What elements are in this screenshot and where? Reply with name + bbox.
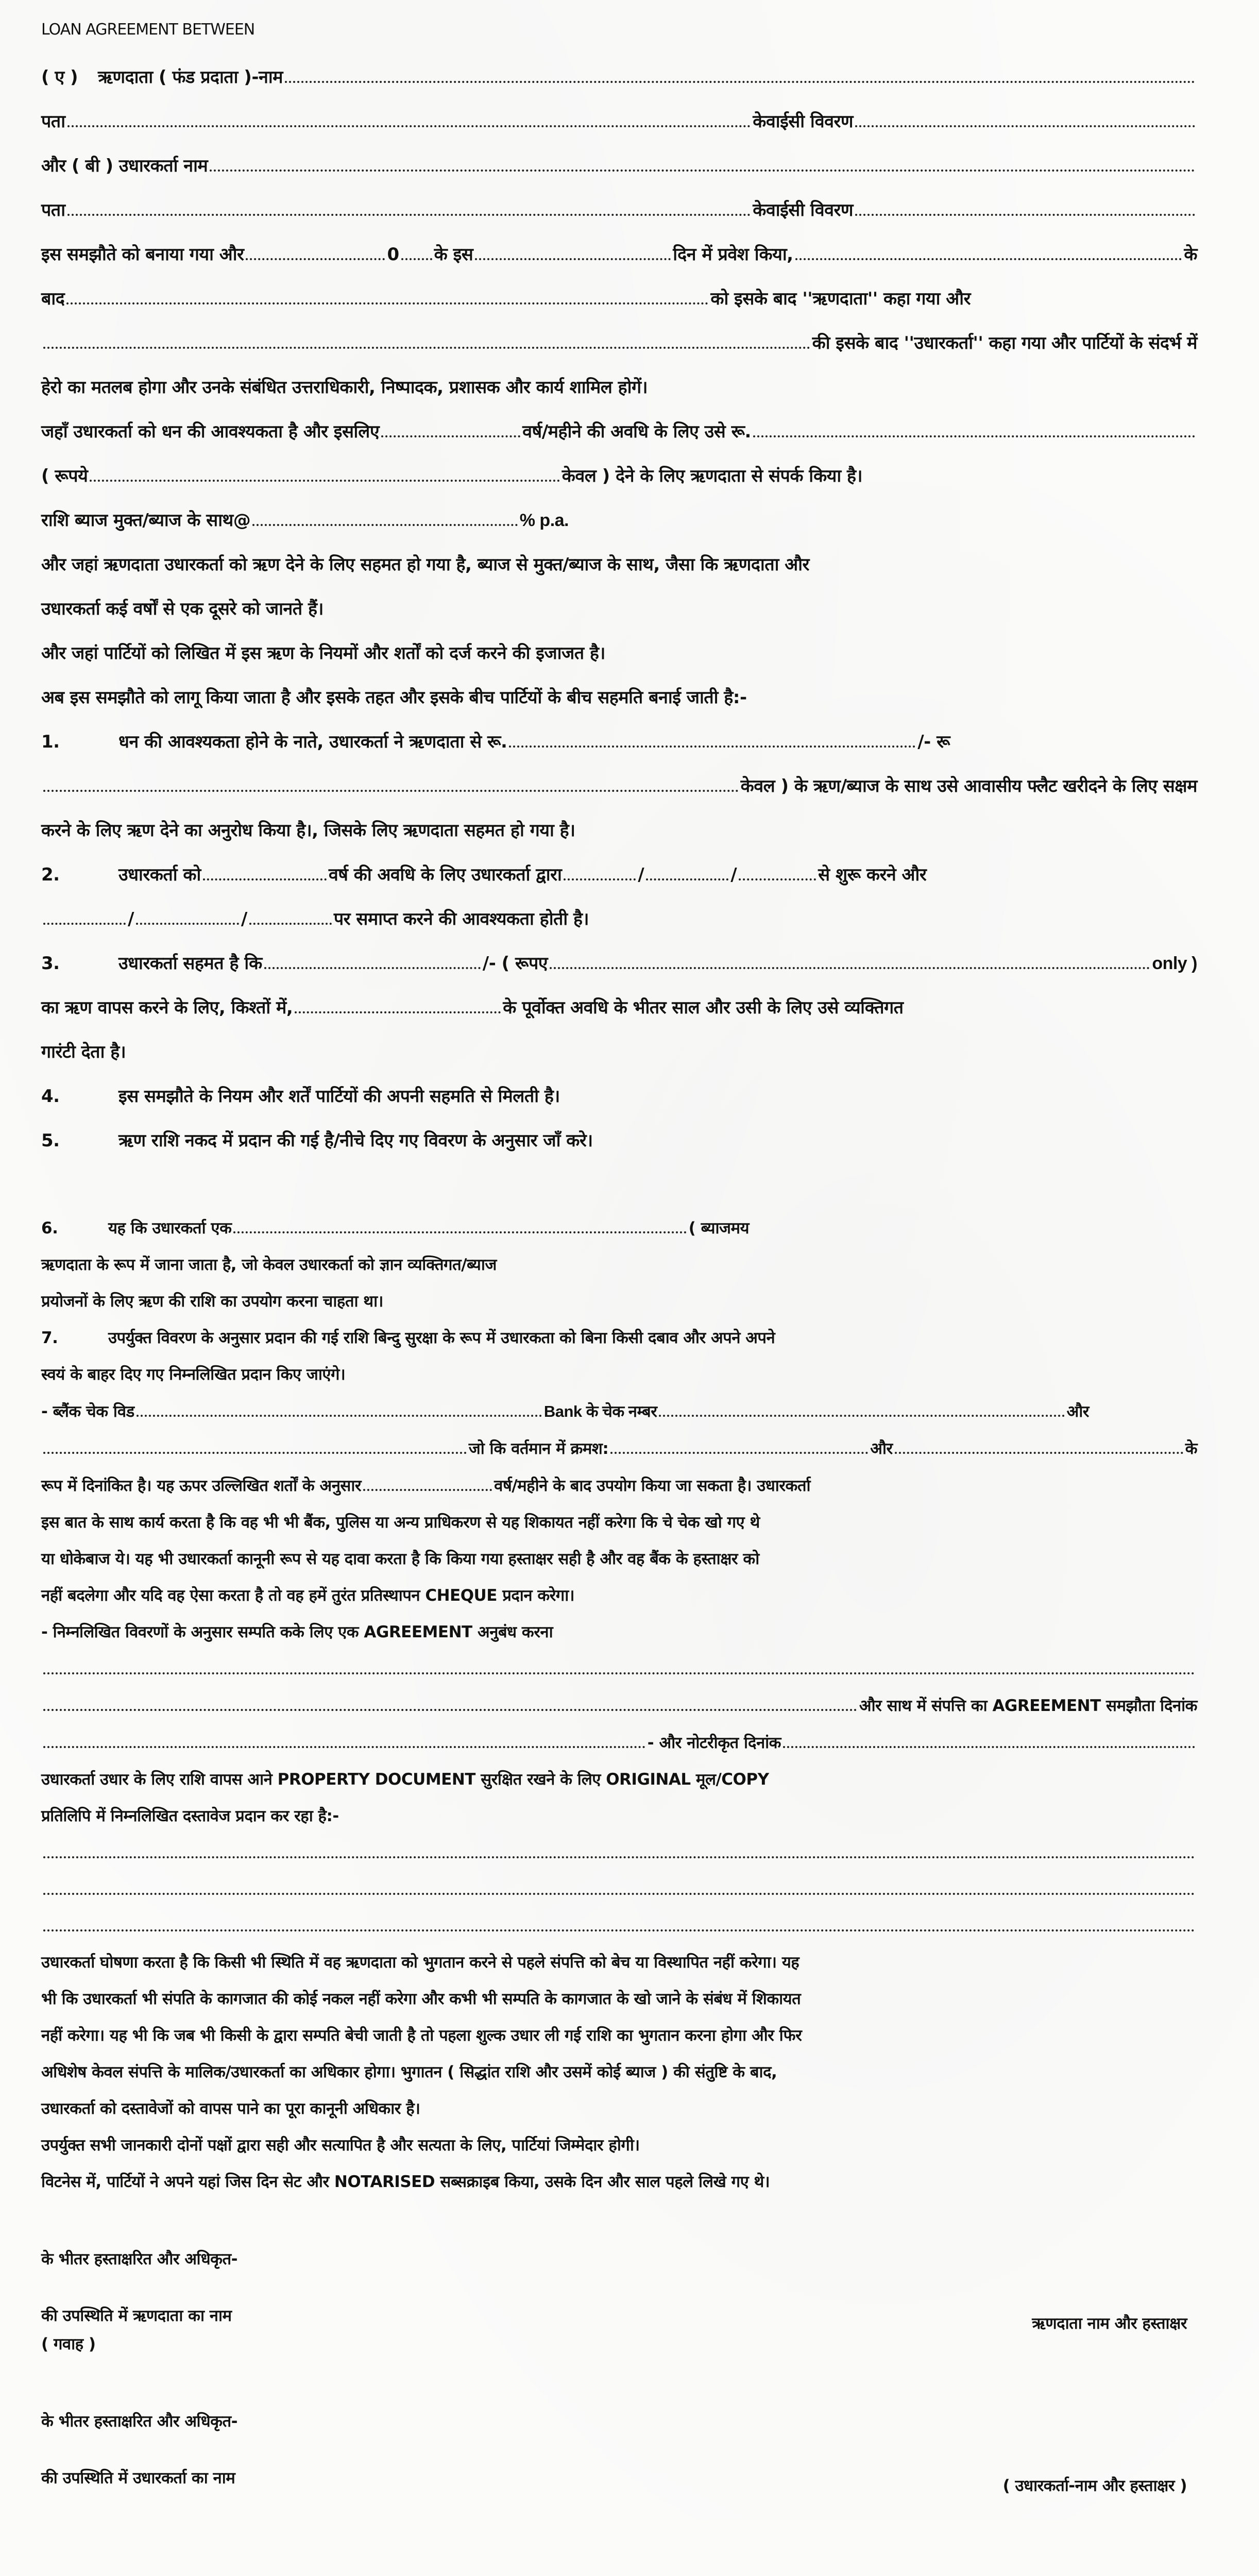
clause-4	[41, 1085, 1197, 1108]
declaration-text: नहीं करेगा। यह भी कि जब भी किसी के द्वारा सम्पति बेची जाती है तो पहला शुल्क उधार ली गई राशि का भुगतान करना होगा और फिर	[41, 2026, 802, 2045]
date-separator: /	[241, 909, 247, 929]
term-years-field[interactable]	[203, 864, 327, 880]
clause-7	[41, 1327, 1197, 1349]
preamble-text: के इस	[434, 244, 473, 265]
end-year-field[interactable]	[249, 908, 332, 925]
clause-5	[41, 1129, 1197, 1152]
need-row	[41, 420, 1197, 443]
borrower-ref-field[interactable]	[43, 332, 810, 349]
clause-text: इस समझौते के नियम और शर्तें पार्टियों की अपनी सहमति से मिलती है।	[118, 1086, 560, 1107]
witness-label: ( गवाह )	[41, 2335, 96, 2353]
lender-name-field[interactable]	[285, 66, 1195, 83]
borrower-name-field[interactable]	[210, 155, 1195, 172]
agreement-details-2-field[interactable]	[43, 1694, 857, 1711]
clause-number: 6.	[41, 1219, 58, 1238]
preamble-text: इस समझौते को बनाया गया और	[41, 244, 244, 265]
document-line-3	[41, 1915, 1197, 1937]
clause-2-row-2	[41, 908, 1197, 930]
preamble-text: दिन में प्रवेश किया,	[673, 244, 793, 265]
now-therefore: अब इस समझौते को लागू किया जाता है और इसके तहत और इसके बीच पार्टियों के बीच सहमति बनाई जाती है:-	[41, 687, 747, 708]
borrower-kyc-field[interactable]	[855, 199, 1195, 216]
preamble-text: की इसके बाद ''उधारकर्ता'' कहा गया और पार्टियों के संदर्भ में	[812, 333, 1197, 353]
borrower-address-field[interactable]	[67, 199, 751, 216]
preamble-text: ( रूपये	[41, 466, 88, 486]
clause-3-row	[41, 952, 1197, 975]
borrower-name-label: और ( बी ) उधारकर्ता नाम	[41, 156, 208, 176]
cheque-row	[41, 1400, 1089, 1422]
lender-kyc-field[interactable]	[855, 111, 1195, 127]
cheque-bank-field[interactable]	[137, 1400, 542, 1417]
clause-text: पर समाप्त करने की आवश्यकता होती है।	[333, 909, 589, 929]
interest-row	[41, 509, 569, 532]
repay-amount-field[interactable]	[264, 953, 481, 969]
lender-signature-row	[41, 2305, 1197, 2333]
clause-7-text: या धोकेबाज ये। यह भी उधारकर्ता कानूनी रूप से यह दावा करता है कि किया गया हस्ताक्षर सही है और वह बैंक के हस्ताक्षर को	[41, 1550, 759, 1568]
clause-number: 2.	[41, 865, 60, 885]
lender-type-field[interactable]	[233, 1217, 686, 1233]
interest-rate-field[interactable]	[252, 510, 517, 526]
clause-6-text: प्रयोजनों के लिए ऋण की राशि का उपयोग करना चाहता था।	[41, 1292, 383, 1311]
date-separator: /	[128, 909, 134, 929]
clause-text: रूप में दिनांकित है। यह ऊपर उल्लिखित शर्तों के अनुसार	[41, 1477, 362, 1495]
start-year-field[interactable]	[739, 864, 816, 880]
clause-text: से शुरू करने और	[818, 865, 927, 885]
clause-text: - और नोटरीकृत दिनांक	[647, 1734, 781, 1752]
documents-text: प्रतिलिपि में निम्नलिखित दस्तावेज प्रदान कर रहा है:-	[41, 1807, 339, 1825]
date-separator: /	[730, 865, 737, 885]
agreement-year-suffix-field[interactable]	[401, 244, 432, 260]
clause-text: उधारकर्ता को	[118, 865, 201, 885]
clause-2-row	[41, 863, 1197, 886]
clause-text: /- रू	[917, 732, 950, 752]
party-a-prefix: ( ए )	[41, 67, 78, 88]
whereas-1b: उधारकर्ता कई वर्षों से एक दूसरे को जानते हैं।	[41, 599, 324, 619]
clause-6-text: ऋणदाता के रूप में जाना जाता है, जो केवल उधारकर्ता को ज्ञान व्यक्तिगत/ब्याज	[41, 1256, 497, 1274]
clause-text: उपर्युक्त विवरण के अनुसार प्रदान की गई राशि बिन्दु सुरक्षा के रूप में उधारकता को बिना किसी दबाव और अपने अपने	[108, 1329, 775, 1347]
declaration-text: उधारकर्ता को दस्तावेजों को वापस पाने का पूरा कानूनी अधिकार है।	[41, 2099, 420, 2118]
clause-text: वर्ष/महीने के बाद उपयोग किया जा सकता है। उधारकर्ता	[494, 1477, 811, 1495]
borrower-signature-label: ( उधारकर्ता-नाम और हस्ताक्षर )	[1002, 2477, 1187, 2495]
repay-amount-words-field[interactable]	[550, 953, 1150, 969]
signed-label: के भीतर हस्ताक्षरित और अधिकृत-	[41, 2250, 237, 2268]
clause-3-text: गारंटी देता है।	[41, 1042, 126, 1062]
clause-text: के	[1185, 1439, 1197, 1458]
preamble-text: राशि ब्याज मुक्त/ब्याज के साथ@	[41, 510, 251, 531]
clause-1-row	[41, 731, 950, 753]
cheque-date-1-field[interactable]	[610, 1437, 868, 1454]
borrower-address-label: पता	[41, 200, 65, 221]
period-field[interactable]	[381, 421, 520, 437]
document-field[interactable]	[43, 1878, 1195, 1895]
agreement-year-field[interactable]	[246, 244, 385, 260]
clause-text: only )	[1152, 954, 1197, 973]
declaration-text: भी कि उधारकर्ता भी संपति के कागजात की कोई नकल नहीं करेगा और कभी भी सम्पति के कागजात के खो जाने के संबंध में शिकायत	[41, 1990, 801, 2008]
clause-text: उधारकर्ता सहमत है कि	[118, 953, 262, 974]
loan-amount-words-field[interactable]	[43, 775, 739, 792]
clause-7-text: नहीं बदलेगा और यदि वह ऐसा करता है तो वह हमें तुरंत प्रतिस्थापन CHEQUE प्रदान करेगा।	[41, 1586, 575, 1605]
preamble-zero: 0	[387, 244, 399, 265]
agreement-blank-row	[41, 1658, 1197, 1680]
lender-ref-field[interactable]	[66, 288, 708, 304]
clause-text: और	[870, 1439, 893, 1458]
borrower-name-row	[41, 155, 1197, 177]
preamble-text: को इसके बाद ''ऋणदाता'' कहा गया और	[710, 289, 971, 309]
clause-number: 7.	[41, 1329, 58, 1347]
end-month-field[interactable]	[136, 908, 239, 925]
borrower-presence-label: की उपस्थिति में उधारकर्ता का नाम	[41, 2469, 235, 2487]
notarized-date-field[interactable]	[783, 1732, 1195, 1748]
clause-text: वर्ष की अवधि के लिए उधारकर्ता द्वारा	[328, 865, 562, 885]
preamble-text: बाद	[41, 289, 65, 309]
clause-3-row-2	[41, 996, 1197, 1019]
document-field[interactable]	[43, 1915, 1195, 1931]
installments-field[interactable]	[295, 997, 501, 1013]
lender-name-label: ऋणदाता ( फंड प्रदाता )-नाम	[98, 67, 283, 88]
cheque-date-2-field[interactable]	[895, 1437, 1183, 1454]
clause-text: और साथ में संपत्ति का AGREEMENT समझौता दिनांक	[859, 1697, 1197, 1715]
signed-label: के भीतर हस्ताक्षरित और अधिकृत-	[41, 2412, 237, 2431]
whereas-2: और जहां पार्टियों को लिखित में इस ऋण के नियमों और शर्तों को दर्ज करने की इजाजत है।	[41, 643, 605, 664]
amount-words-field[interactable]	[90, 465, 559, 482]
lender-address-row	[41, 110, 1197, 133]
clause-text: /- ( रूपए	[482, 953, 548, 974]
clause-text: केवल ) के ऋण/ब्याज के साथ उसे आवासीय फ्लैट खरीदने के लिए सक्षम	[740, 776, 1197, 796]
clause-number: 4.	[41, 1086, 60, 1107]
preamble-text: के	[1184, 244, 1197, 265]
lender-name-row	[41, 66, 1197, 89]
agreement-day-field[interactable]	[475, 244, 671, 260]
agreement-place-field[interactable]	[795, 244, 1182, 260]
document-line-1	[41, 1842, 1197, 1863]
clause-number: 3.	[41, 953, 60, 974]
clause-1-row-2	[41, 775, 1197, 798]
clause-number: 1.	[41, 732, 60, 752]
lender-signature-label: ऋणदाता नाम और हस्ताक्षर	[1032, 2314, 1187, 2333]
preamble-text: जहाँ उधारकर्ता को धन की आवश्यकता है और इसलिए	[41, 421, 380, 442]
lender-ref-row	[41, 287, 971, 310]
lender-kyc-label: केवाईसी विवरण	[753, 111, 853, 132]
rupees-row	[41, 465, 862, 487]
documents-text: उधारकर्ता उधार के लिए राशि वापस आने PROPERTY DOCUMENT सुरक्षित रखने के लिए ORIGINAL मूल/COPY	[41, 1770, 769, 1789]
borrower-address-row	[41, 199, 1197, 222]
document-field[interactable]	[43, 1842, 1195, 1858]
borrower-ref-row	[41, 332, 1197, 354]
loan-amount-field[interactable]	[509, 731, 915, 748]
lender-presence-label: की उपस्थिति में ऋणदाता का नाम	[41, 2307, 232, 2325]
agreement-date-row	[41, 243, 1197, 266]
lender-address-field[interactable]	[67, 111, 751, 127]
cheque-number-2-field[interactable]	[43, 1437, 467, 1454]
clause-7-text: स्वयं के बाहर दिए गए निम्नलिखित प्रदान किए जाएंगे।	[41, 1365, 346, 1384]
clause-6-row	[41, 1217, 749, 1239]
clause-text: यह कि उधारकर्ता एक	[108, 1219, 232, 1238]
preamble-text: % p.a.	[519, 511, 569, 530]
preamble-text: वर्ष/महीने की अवधि के लिए उसे रू.	[522, 421, 751, 442]
declaration-text: अधिशेष केवल संपत्ति के मालिक/उधारकर्ता का अधिकार होगा। भुगातन ( सिद्धांत राशि और उसमें कोई ब्याज ) की संतुष्टि के बाद,	[41, 2063, 777, 2081]
agreement-date-row	[41, 1694, 1197, 1717]
clause-7-text: इस बात के साथ कार्य करता है कि वह भी भी बैंक, पुलिस या अन्य प्राधिकरण से यह शिकायत नहीं करेगा कि चे चेक खो गए थे	[41, 1513, 760, 1532]
start-day-field[interactable]	[564, 864, 636, 880]
end-day-field[interactable]	[43, 908, 126, 925]
cheque-row-2	[41, 1437, 1197, 1460]
clause-7-row	[41, 1475, 1197, 1497]
lender-address-label: पता	[41, 111, 65, 132]
cheque-number-field[interactable]	[659, 1400, 1064, 1417]
clause-text: के पूर्वोक्त अवधि के भीतर साल और उसी के लिए उसे व्यक्तिगत	[503, 997, 904, 1018]
amount-field[interactable]	[753, 421, 1195, 437]
clause-text: ऋण राशि नकद में प्रदान की गई है/नीचे दिए गए विवरण के अनुसार जाँ करे।	[118, 1130, 593, 1151]
clause-text: - ब्लैंक चेक विड	[41, 1402, 134, 1421]
declaration-text: उधारकर्ता घोषणा करता है कि किसी भी स्थिति में वह ऋणदाता को भुगतान करने से पहले संपत्ति को बेच या विस्थापित नहीं करेगा। यह	[41, 1953, 799, 1972]
document-title: LOAN AGREEMENT BETWEEN	[41, 21, 255, 39]
clause-text: ( ब्याजमय	[688, 1219, 749, 1238]
clause-text: Bank के चेक नम्बर	[543, 1402, 657, 1420]
agreement-text: - निम्नलिखित विवरणों के अनुसार सम्पति कके लिए एक AGREEMENT अनुबंध करना	[41, 1623, 553, 1641]
clause-1-text: करने के लिए ऋण देने का अनुरोध किया है।, जिसके लिए ऋणदाता सहमत हो गया है।	[41, 820, 575, 841]
clause-text: धन की आवश्यकता होने के नाते, उधारकर्ता ने ऋणदाता से रू.	[118, 732, 507, 752]
clause-number: 5.	[41, 1130, 60, 1151]
borrower-signature-row	[41, 2467, 1197, 2495]
agreement-date-field[interactable]	[43, 1732, 645, 1748]
start-month-field[interactable]	[646, 864, 728, 880]
borrower-kyc-label: केवाईसी विवरण	[753, 200, 853, 221]
clause-text: जो कि वर्तमान में क्रमश:	[468, 1439, 609, 1458]
date-separator: /	[638, 865, 644, 885]
cheque-use-period-field[interactable]	[363, 1475, 492, 1491]
witness-statement: विटनेस में, पार्टियों ने अपने यहां जिस दिन सेट और NOTARISED सब्सक्राइब किया, उसके दिन और साल पहले लिखे गए थे।	[41, 2173, 770, 2191]
heirs-text: हेरो का मतलब होगा और उनके संबंधित उत्तराधिकारी, निष्पादक, प्रशासक और कार्य शामिल होगें।	[41, 377, 648, 398]
notarized-date-row	[41, 1732, 1197, 1754]
document-line-2	[41, 1878, 1197, 1900]
clause-text: और	[1066, 1402, 1089, 1421]
preamble-text: केवल ) देने के लिए ऋणदाता से संपर्क किया है।	[562, 466, 862, 486]
truth-statement: उपर्युक्त सभी जानकारी दोनों पक्षों द्वारा सही और सत्यापित है और सत्यता के लिए, पार्टियां जिम्मेदार होगी।	[41, 2136, 640, 2155]
whereas-1a: और जहां ऋणदाता उधारकर्ता को ऋण देने के लिए सहमत हो गया है, ब्याज से मुक्त/ब्याज के साथ, जैसा कि ऋणदाता और	[41, 554, 809, 575]
clause-text: का ऋण वापस करने के लिए, किश्तों में,	[41, 997, 293, 1018]
agreement-details-field[interactable]	[43, 1658, 1195, 1674]
